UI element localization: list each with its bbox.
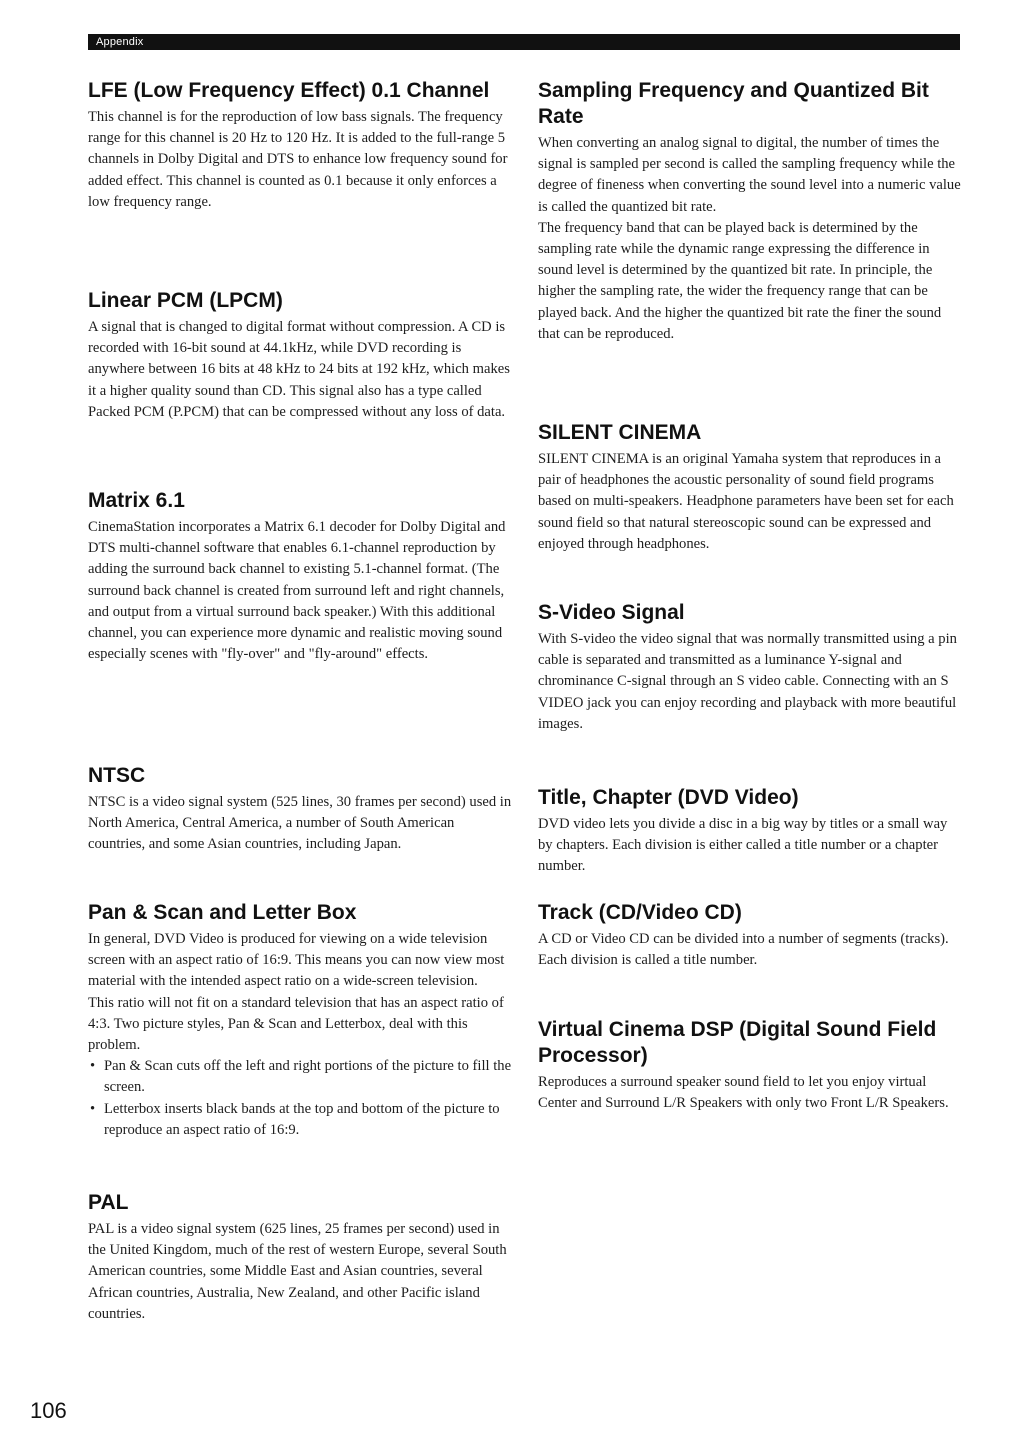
entry-body: The frequency band that can be played back is determined by the sampling rate while the dynamic range expressing the difference in sound level is determined by the quantized bit rate. In principle, the higher the sampling rate, the wider the frequency range that can be played back. And the higher the quantized bit rate the finer the sound that can be reproduced. — [538, 219, 942, 342]
list-item — [88, 1099, 513, 1141]
entry-title: Title, Chapter (DVD Video) — [538, 786, 799, 809]
entry-title: Track (CD/Video CD) — [538, 901, 742, 924]
entry-body: With S-video the video signal that was normally transmitted using a pin cable is separated and transmitted as a luminance Y-signal and chrominance C-signal through an S video cable. Connecting with an S VIDEO jack you can enjoy recording and playback with more beautiful images. — [538, 631, 957, 732]
entry-title: PAL — [88, 1191, 129, 1214]
section-header-bar — [88, 34, 960, 50]
entry-title: Linear PCM (LPCM) — [88, 289, 283, 312]
entry-body: SILENT CINEMA is an original Yamaha system that reproduces in a pair of headphones the acoustic personality of sound field programs based on multi-speakers. Headphone parameters have been set for each sound field so that natural stereoscopic sound can be expressed and enjoyed through headphones. — [538, 451, 954, 552]
entry-lfe — [88, 78, 513, 213]
entry-virtual-cinema — [538, 1017, 963, 1114]
bullet-list — [88, 1056, 513, 1141]
entry-matrix — [88, 488, 513, 665]
entry-title-chapter — [538, 785, 963, 878]
entry-body: NTSC is a video signal system (525 lines, 30 frames per second) used in North America, Central America, a number of South American countries, and some Asian countries, including Japan. — [88, 794, 512, 853]
entry-body: Reproduces a surround speaker sound field to let you enjoy virtual Center and Surround L/R Speakers with only two Front L/R Speakers. — [538, 1074, 949, 1112]
entry-pal — [88, 1190, 513, 1325]
entry-title: SILENT CINEMA — [538, 421, 702, 444]
entry-body: DVD video lets you divide a disc in a big way by titles or a small way by chapters. Each division is either called a title number or a chapter number. — [538, 816, 948, 875]
section-header-label: Appendix — [96, 36, 144, 48]
entry-silent-cinema — [538, 420, 963, 555]
entry-pan-scan — [88, 900, 513, 1141]
entry-title: Virtual Cinema DSP (Digital Sound Field Processor) — [538, 1018, 937, 1067]
entry-title: Pan & Scan and Letter Box — [88, 901, 357, 924]
entry-body: In general, DVD Video is produced for viewing on a wide television screen with an aspect ratio of 16:9. This means you can now view most material with the intended aspect ratio on a wide-screen television. — [88, 931, 505, 990]
bullet-icon: • — [90, 1058, 96, 1075]
entry-track — [538, 900, 963, 971]
entry-title: Matrix 6.1 — [88, 489, 185, 512]
entry-title: NTSC — [88, 764, 146, 787]
entry-body: When converting an analog signal to digital, the number of times the signal is sampled per second is called the sampling frequency while the degree of fineness when converting the sound level into a numeric value is called the quantized bit rate. — [538, 135, 961, 215]
entry-body: This channel is for the reproduction of low bass signals. The frequency range for this channel is 20 Hz to 120 Hz. It is added to the full-range 5 channels in Dolby Digital and DTS to enhance low frequency sound for added effect. This channel is counted as 0.1 because it only enforces a low frequency range. — [88, 109, 508, 210]
entry-lpcm — [88, 288, 513, 423]
entry-title: S-Video Signal — [538, 601, 685, 624]
entry-svideo — [538, 600, 963, 735]
entry-body: PAL is a video signal system (625 lines, 25 frames per second) used in the United Kingdom, much of the rest of western Europe, several South American countries, some Middle East and Asian countries, several African countries, Australia, New Zealand, and other Pacific island countries. — [88, 1221, 507, 1322]
bullet-icon: • — [90, 1100, 96, 1117]
entry-title: LFE (Low Frequency Effect) 0.1 Channel — [88, 79, 490, 102]
list-item-text: Pan & Scan cuts off the left and right portions of the picture to fill the screen. — [104, 1058, 512, 1096]
list-item-text: Letterbox inserts black bands at the top and bottom of the picture to reproduce an aspect ratio of 16:9. — [104, 1100, 500, 1138]
entry-body: CinemaStation incorporates a Matrix 6.1 decoder for Dolby Digital and DTS multi-channel software that enables 6.1-channel reproduction by adding the surround back channel to existing 5.1-channel format. (The surround back channel is created from surround left and right channels, and output from a virtual surround back speaker.) With this additional channel, you can experience more dynamic and realistic moving sound especially scenes with "fly-over" and "fly-around" effects. — [88, 519, 506, 663]
entry-ntsc — [88, 763, 513, 856]
page-number: 106 — [30, 1398, 67, 1423]
entry-title: Sampling Frequency and Quantized Bit Rate — [538, 79, 929, 128]
entry-sampling — [538, 78, 963, 345]
entry-body: A CD or Video CD can be divided into a number of segments (tracks). Each division is called a title number. — [538, 931, 949, 969]
entry-body: This ratio will not fit on a standard television that has an aspect ratio of 4:3. Two picture styles, Pan & Scan and Letterbox, deal with this problem. — [88, 994, 504, 1054]
list-item — [88, 1056, 513, 1098]
entry-body: A signal that is changed to digital format without compression. A CD is recorded with 16-bit sound at 44.1kHz, while DVD recording is anywhere between 16 bits at 48 kHz to 24 bits at 192 kHz, which makes it a higher quality sound than CD. This signal also has a type called Packed PCM (P.PCM) that can be compressed without any loss of data. — [88, 319, 510, 420]
